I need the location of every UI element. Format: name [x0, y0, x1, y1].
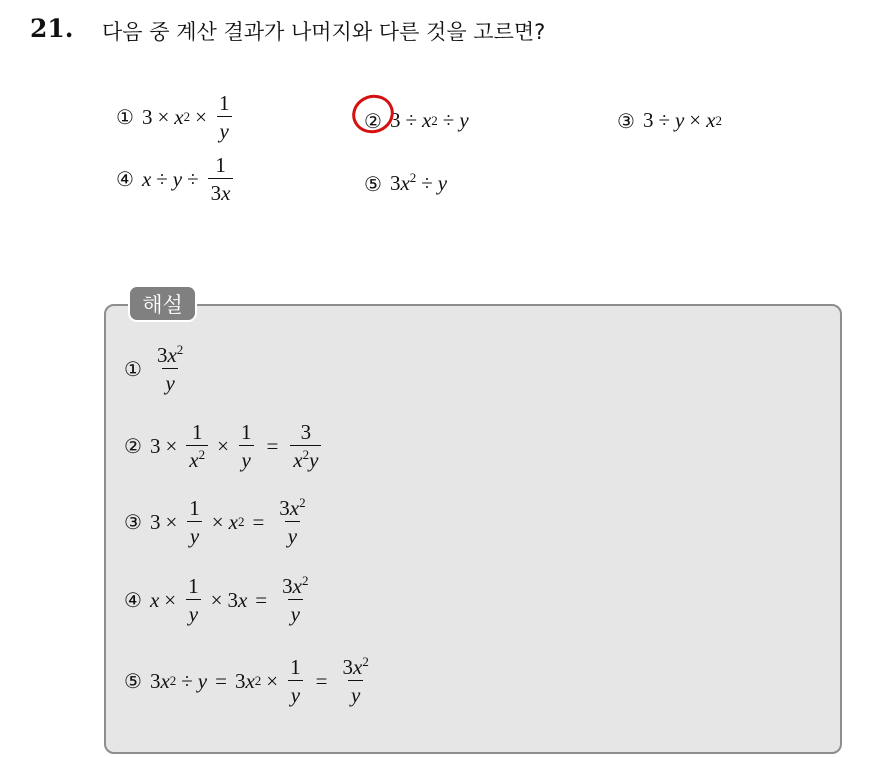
choice-marker: ③: [617, 108, 635, 133]
choice-marker: ②: [364, 108, 382, 133]
solution-marker: ⑤: [124, 669, 142, 694]
choice-marker: ⑤: [364, 171, 382, 196]
solution-marker: ②: [124, 434, 142, 459]
solution-label: 해설: [128, 285, 197, 322]
solution-marker: ①: [124, 357, 142, 382]
choice-3[interactable]: ③ 3 ÷ y × x 2: [617, 108, 722, 133]
fraction: $\frac{3}{x^2y}$: [290, 421, 321, 471]
choice-5-expression: $3x^2$: [389, 170, 417, 195]
solution-step-4: ④ x × $\frac{1}{y}$ × 3 x = $\frac{3x^2}{y}$: [124, 575, 315, 625]
fraction: $\frac{3x^2}{y}$: [279, 495, 306, 549]
fraction: $\frac{1}{y}$: [186, 497, 203, 547]
fraction: $\frac{1}{y}$: [287, 656, 304, 706]
choice-4[interactable]: ④ x ÷ y ÷ $\frac{1}{3x}$: [116, 154, 237, 204]
solution-marker: ③: [124, 510, 142, 535]
fraction: $\frac{1}{x^2}$: [186, 421, 208, 471]
choice-5[interactable]: ⑤ $3x^2$ ÷ y: [364, 170, 448, 196]
choice-4-expression: x: [141, 166, 152, 191]
choice-2-expression: 3: [389, 108, 401, 132]
fraction: $\frac{1}{y}$: [185, 575, 202, 625]
solution-step-5: ⑤ 3 x 2 ÷ y = 3 x 2 × $\frac{1}{y}$ = $\frac{3x^2}{y}$: [124, 656, 376, 706]
fraction: $\frac{3x^2}{y}$: [342, 654, 369, 708]
choice-marker: ④: [116, 167, 134, 192]
choice-3-expression: 3: [642, 108, 654, 132]
choice-marker: ①: [116, 105, 134, 130]
solution-step-1: [124, 344, 190, 394]
question-number: 21.: [30, 14, 74, 43]
choice-1[interactable]: ① 3 × x 2 × $\frac{1}{y}$: [116, 92, 236, 142]
fraction: $\frac{1}{y}$: [238, 421, 255, 471]
fraction: $\frac{3x^2}{y}$: [156, 342, 184, 396]
fraction: $\frac{3x^2}{y}$: [282, 573, 309, 627]
choice-1-expression: 3: [141, 104, 153, 129]
fraction: $\frac{1}{3x}$: [208, 154, 234, 204]
solution-marker: ④: [124, 588, 142, 613]
solution-step-2: ② 3 × $\frac{1}{x^2}$ × $\frac{1}{y}$ = $\frac{3}{x^2y}$: [124, 421, 325, 471]
choice-2[interactable]: ② 3 ÷ x 2 ÷ y: [364, 108, 469, 133]
fraction: $\frac{1}{y}$: [216, 92, 233, 142]
solution-step-3: ③ 3 × $\frac{1}{y}$ × x 2 = $\frac{3x^2}{y}$: [124, 497, 313, 547]
question-text: 다음 중 계산 결과가 나머지와 다른 것을 고르면?: [102, 20, 546, 44]
